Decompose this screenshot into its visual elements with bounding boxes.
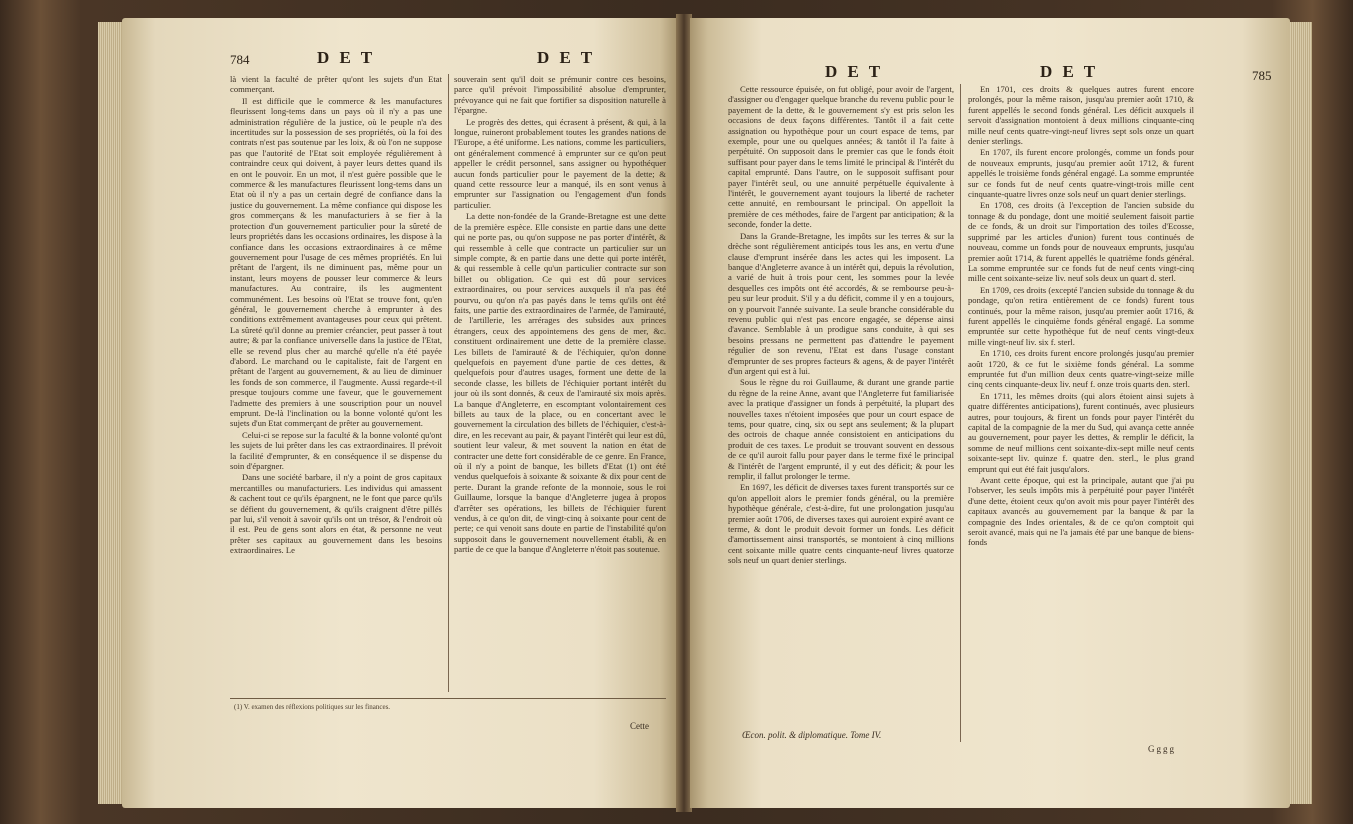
paragraph: Cette ressource épuisée, on fut obligé, pour avoir de l'argent, d'assigner ou d'engager quelque branche du revenu public pour le payement de la dette, & le gouvernement s'y est pris selon les occasions de deux façons différentes. Tantôt il a fait cette assignation ou hypothèque pour un court espace de tems, par exemple, pour une ou quelques années; & tantôt il l'a faite à perpétuité. On supposoit dans le premier cas que le fonds étoit suffisant pour payer dans le tems limité le principal & l'intérêt du capital emprunté. Dans l'autre, on le supposoit suffisant pour payer l'intérêt seul, ou une annuité perpétuelle équivalente à l'intérêt, le gouvernement ayant toujours la liberté de racheter cette annuité, en remboursant le principal. On appelloit la première de ces méthodes, faire de l'argent par anticipation; & la seconde, fonder la dette. xyxy=(728,84,954,230)
paragraph: La dette non-fondée de la Grande-Bretagne est une dette de la première espèce. Elle consiste en partie dans une dette qui ne porte pas, ou qu'on suppose ne pas porter d'intérêt, & qui ressemble à celle que contracte un particulier sur un simple compte, & en partie dans une dette qui porte intérêt, & qui ressemble à celle qu'un particulier contracte sur son billet ou obligation. Ce qui est dû pour services extraordinaires, ou pour services auxquels il n'a pas été pourvu, ou qu'on n'a pas payés dans le tems qu'ils ont été faits, une partie des extraordinaires de l'armée, de l'amirauté, de l'artillerie, les arrérages des subsides aux princes étrangers, ceux des appointemens des gens de mer, &c. constituent ordinairement une dette de la première classe. Les billets de l'amirauté & de l'échiquier, qu'on donne quelquefois en payement d'une partie de ces dettes, & quelquefois pour d'autres usages, forment une dette de la seconde classe, les billets de l'échiquier portant intérêt du jour où ils sont donnés, & ceux de l'amirauté six mois après. La banque d'Angleterre, en escomptant volontairement ces billets au taux de la place, ou en concertant avec le gouvernement la circulation des billets de l'échiquier, c'est-à-dire, en les recevant au pair, & payant l'intérêt qui leur est dû, soutient leur valeur, & met souvent la nation en état de contracter une dette fort considérable de ce genre. En France, où il n'y a point de banque, les billets d'Etat (1) ont été vendus quelquefois à soixante & soixante & dix pour cent de perte. Durant la grande refonte de la monnoie, sous le roi Guillaume, lorsque la banque d'Angleterre jugea à propos d'arrêter ses opérations, les billets de l'échiquier furent vendus, à ce qu'on dit, de vingt-cinq à soixante pour cent de perte; ce qui venoit sans doute en partie de l'instabilité qu'on supposoit dans le gouvernement nouvellement établi, & en partie de ce que la banque d'Angleterre n'étoit pas soutenue. xyxy=(454,211,666,555)
running-head-left-col1: D E T xyxy=(317,48,376,67)
left-page-column-1 xyxy=(230,74,442,694)
running-head-right-col1: D E T xyxy=(825,62,884,81)
paragraph: Sous le règne du roi Guillaume, & durant une grande partie du règne de la reine Anne, avant que l'Angleterre fut familiarisée avec la pratique d'assigner un fonds à perpétuité, la plupart des nouvelles taxes n'étoient imposées que pour un court espace de tems, pour quatre, cinq, six ou sept ans seulement; & la plupart des octrois de chaque année consistoient en anticipations du produit de ces taxes. Le produit se trouvant souvent en dessous de ce qu'il auroit fallu pour payer dans le terme fixé le principal & l'intérêt de l'argent emprunté, il y eut des déficit; & pour les remplir, il fallut prolonger le terme. xyxy=(728,377,954,482)
signature-mark: Gggg xyxy=(1148,744,1176,754)
paragraph: En 1710, ces droits furent encore prolongés jusqu'au premier août 1720, & ce fut le sixième fonds général. La somme empruntée fut d'un million deux cents quatre-vingt-seize mille cinq cents cinquante-deux liv. neuf f. onze trois quarts den. sterl. xyxy=(968,348,1194,390)
paragraph: Dans la Grande-Bretagne, les impôts sur les terres & sur la drèche sont régulièrement anticipés tous les ans, en vertu d'une clause d'emprunt insérée dans les actes qui les imposent. La banque d'Angleterre avance à un intérêt qui, depuis la révolution, a varié de huit à trois pour cent, les sommes pour la levée desquelles ces impôts ont été accordés, & se rembourse peu-à-peu sur leur produit. S'il y a du déficit, comme il y en a toujours, on y pourvoit l'année suivante. La seule branche considérable du revenu public qui n'est pas encore engagée, se dépense ainsi d'avance. Semblable à un prodigue sans conduite, à qui ses besoins pressans ne permettent pas d'attendre le payement régulier de son revenu, l'Etat est dans l'usage constant d'emprunter de ses propres facteurs & agens, & de payer l'intérêt d'un argent qui est à lui. xyxy=(728,230,954,376)
page-number-right: 785 xyxy=(1252,68,1272,83)
left-page xyxy=(122,18,677,808)
footnote: (1) V. examen des réflexions politiques sur les finances. xyxy=(234,703,391,711)
left-page-column-2 xyxy=(454,74,666,694)
paragraph: Celui-ci se repose sur la faculté & la bonne volonté qu'ont les sujets de lui prêter dans les cas extraordinaires. Il prévoit la facilité d'emprunter, & en conséquence il se dispense du soin d'épargner. xyxy=(230,429,442,472)
page-number-left: 784 xyxy=(230,52,250,67)
paragraph: là vient la faculté de prêter qu'ont les sujets d'un Etat commerçant. xyxy=(230,74,442,95)
catchword: Cette xyxy=(630,721,649,731)
paragraph: En 1701, ces droits & quelques autres furent encore prolongés, pour la même raison, jusqu'au premier août 1710, & furent appellés le second fonds général. Les déficit auxquels il servoit d'assignation montoient à deux millions cinquante-cinq mille neuf cents quatre-vingt-neuf livres sept sols onze un quart denier sterlings. xyxy=(968,84,1194,147)
paragraph: Le progrès des dettes, qui écrasent à présent, & qui, à la longue, ruineront probablement toutes les grandes nations de l'Europe, a été uniforme. Les nations, comme les particuliers, ont généralement commencé à emprunter sur ce qu'on peut appeller le crédit personnel, sans assigner ou hypothéquer aucun fonds particulier pour le payement de la dette; & quand cette ressource leur a manqué, ils en sont venus à emprunter sur l'assignation ou l'engagement d'un fonds particulier. xyxy=(454,116,666,210)
paragraph: En 1707, ils furent encore prolongés, comme un fonds pour de nouveaux emprunts, jusqu'au premier août 1712, & furent appellés le troisième fonds général engagé. La somme empruntée sur ce fonds fut de neuf cents quatre-vingt-trois mille cent cinquante-quatre livres onze sols neuf un quart denier sterlings. xyxy=(968,147,1194,200)
paragraph: souverain sent qu'il doit se prémunir contre ces besoins, parce qu'il prévoit l'impossibilité absolue d'emprunter, prévoyance qui ne fait que fortifier sa disposition naturelle à l'épargne. xyxy=(454,74,666,116)
paragraph: En 1709, ces droits (excepté l'ancien subside du tonnage & du pondage, qu'on retira entièrement de ce fonds) furent tous continués, pour la même raison, jusqu'au premier août 1716, & furent appellés le cinquième fonds général engagé. La somme empruntée sur cette hypothèque fut de neuf cents vingt-deux mille vingt-neuf liv. six f. sterl. xyxy=(968,284,1194,347)
right-page-edges xyxy=(1290,22,1312,804)
paragraph: En 1697, les déficit de diverses taxes furent transportés sur ce qu'on appelloit alors le premier fonds général, ou la première hypothèque générale, c'est-à-dire, fut une prolongation jusqu'au premier août 1706, de diverses taxes qui auroient expiré avant ce terme, & dont le produit devoit former un fonds. Les déficit d'amortissement ainsi transportés, se montoient à cinq millions cent soixante mille quatre cents cinquante-neuf livres quatorze sols neuf un quart denier sterlings. xyxy=(728,482,954,566)
right-page-column-1 xyxy=(728,84,954,724)
paragraph: Il est difficile que le commerce & les manufactures fleurissent long-tems dans un pays où il n'y a pas une administration régulière de la justice, où le peuple n'a des incertitudes sur la possession de ses propriétés, où la foi des contrats n'est pas soutenue par les loix, & où l'on ne suppose pas que l'autorité de l'Etat soit employée régulièrement à contraindre ceux qui doivent, à payer leurs dettes quand ils en ont le pouvoir. En un mot, il n'est guère possible que le commerce & les manufactures fleurissent long-tems dans un Etat où il n'y a pas un certain degré de confiance dans la justice du gouvernement. La même confiance qui dispose les gros commerçans & les manufacturiers à se fier à la protection d'un gouvernement particulier pour la sûreté de leurs propriétés dans les occasions ordinaires, les dispose à la confiance dans les occasions extraordinaires à ce même gouvernement pour l'usage de ces mêmes propriétés. En lui prêtant de l'argent, ils ne diminuent pas, même pour un instant, leurs moyens de pousser leur commerce & leurs manufactures. Au contraire, ils les augmentent communément. Les besoins où l'Etat se trouve font, qu'en général, le gouvernement cherche à emprunter à des conditions extrêmement avantageuses pour ceux qui prêtent. La sûreté qu'il donne au premier créancier, peut passer à tout autre; & par la confiance universelle dans la justice de l'Etat, elle se revend plus cher au marché qu'elle n'a été payée d'abord. Le marchand ou le capitaliste, fait de l'argent en prêtant de l'argent au gouvernement, & au lieu de diminuer les fonds de son commerce, il l'augmente. Aussi regarde-t-il presque toujours comme une faveur, que le gouvernement l'admette des premiers à une souscription pour un nouvel emprunt. De-là l'inclination ou la bonne volonté qu'ont les sujets d'un Etat commerçant de prêter au gouvernement. xyxy=(230,95,442,429)
column-divider xyxy=(448,74,449,692)
signature-line: Œcon. polit. & diplomatique. Tome IV. xyxy=(742,730,882,740)
paragraph: Avant cette époque, qui est la principale, autant que j'ai pu l'observer, les seuls impôts mis à perpétuité pour payer l'intérêt d'une dette, étoient ceux qu'on avoit mis pour payer l'intérêt des capitaux avancés au gouvernement par la banque & par la compagnie des Indes orientales, & de ce qu'on comptoit qui seroit avancé, mais qui ne l'a jamais été par une banque de biens-fonds xyxy=(968,475,1194,548)
left-page-edges xyxy=(98,22,122,804)
running-head-left-col2: D E T xyxy=(537,48,596,67)
right-page-column-2 xyxy=(968,84,1194,744)
column-divider xyxy=(960,84,961,742)
paragraph: En 1708, ces droits (à l'exception de l'ancien subside du tonnage & du pondage, dont une moitié seulement faisoit partie de ce fonds, & un droit sur l'importation des toiles d'Ecosse, supprimé par les articles d'union) furent tous continués de nouveau, comme un fonds pour de nouveaux emprunts, jusqu'au premier août 1714, & furent appellés le quatrième fonds général. La somme empruntée sur ce fonds fut de neuf cents vingt-cinq mille cent soixante-seize liv. neuf sols deux un quart d. sterl. xyxy=(968,200,1194,284)
right-page xyxy=(690,18,1290,808)
paragraph: Dans une société barbare, il n'y a point de gros capitaux mercantilles ou manufacturiers. Les individus qui amassent & cachent tout ce qu'ils épargnent, ne le font que parce qu'ils se défient du gouvernement, & qu'ils craignent d'être pillés par lui, s'il venoit à savoir qu'ils ont un trésor, & l'endroit où il est. Peu de gens sont alors en état, & personne ne veut prêter ses capitaux au gouvernement dans les besoins extraordinaires. Le xyxy=(230,472,442,556)
running-head-right-col2: D E T xyxy=(1040,62,1099,81)
paragraph: En 1711, les mêmes droits (qui alors étoient ainsi sujets à quatre différentes anticipations), furent continués, avec plusieurs autres, pour toujours, & firent un fonds pour payer l'intérêt du capital de la compagnie de la mer du Sud, qui avança cette année au gouvernement, pour payer les dettes, & remplir le déficit, la somme de neuf millions cent soixante-dix-sept mille neuf cents soixante-sept liv. quinze f. quatre den. sterl., le plus grand emprunt qui eut été fait jusqu'alors. xyxy=(968,390,1194,474)
footnote-rule xyxy=(230,698,666,699)
